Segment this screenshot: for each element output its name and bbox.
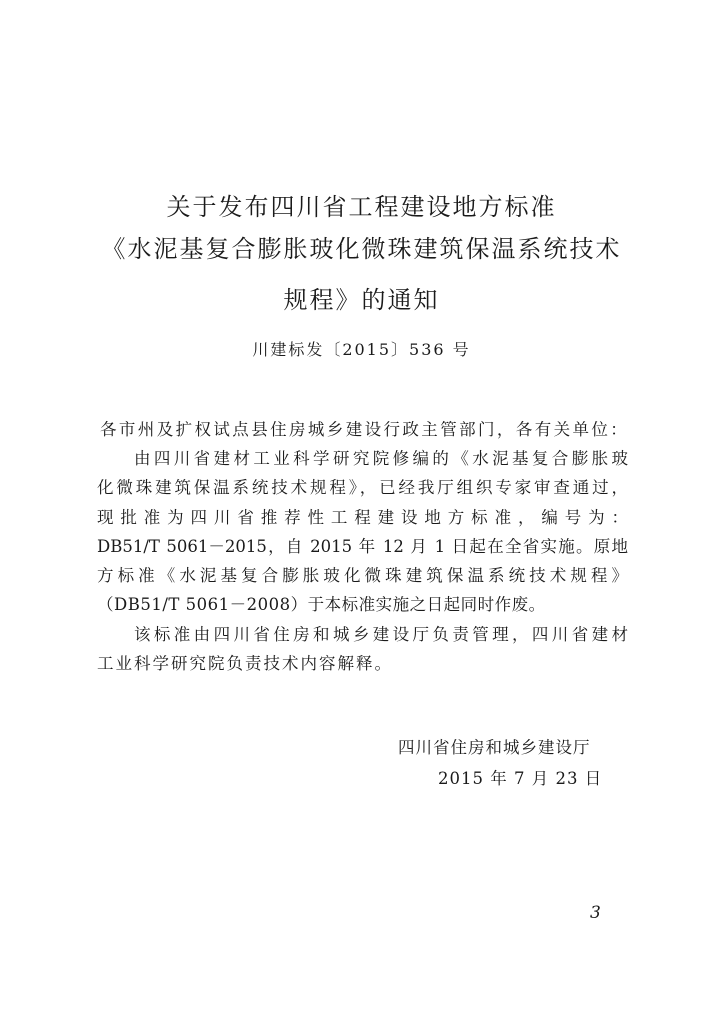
body-line-9: 工业科学研究院负责技术内容解释。 <box>97 654 393 673</box>
title-line-1: 关于发布四川省工程建设地方标准 <box>166 193 557 221</box>
body-line-4: 现批准为四川省推荐性工程建设地方标准，编号为： <box>97 508 628 527</box>
body-line-5: DB51/T 5061－2015，自 2015 年 12 月 1 日起在全省实施。原地 <box>97 537 628 556</box>
document-number: 川建标发〔2015〕536 号 <box>252 340 471 359</box>
body-line-8: 该标准由四川省住房和城乡建设厅负责管理，四川省建材 <box>134 625 628 644</box>
body-line-2: 由四川省建材工业科学研究院修编的《水泥基复合膨胀玻 <box>134 449 628 468</box>
addressee-line: 各市州及扩权试点县住房城乡建设行政主管部门，各有关单位： <box>100 420 628 439</box>
body-line-7: （DB51/T 5061－2008）于本标准实施之日起同时作废。 <box>97 595 546 614</box>
body-line-3: 化微珠建筑保温系统技术规程》，已经我厅组织专家审查通过， <box>97 478 628 497</box>
title-line-2: 《水泥基复合膨胀玻化微珠建筑保温系统技术 <box>101 235 622 263</box>
issue-date: 2015 年 7 月 23 日 <box>438 769 603 788</box>
title-line-3: 规程》的通知 <box>283 286 440 314</box>
page-number: 3 <box>590 903 601 923</box>
issuer-signature: 四川省住房和城乡建设厅 <box>398 738 591 757</box>
body-line-6: 方标准《水泥基复合膨胀玻化微珠建筑保温系统技术规程》 <box>97 566 628 585</box>
